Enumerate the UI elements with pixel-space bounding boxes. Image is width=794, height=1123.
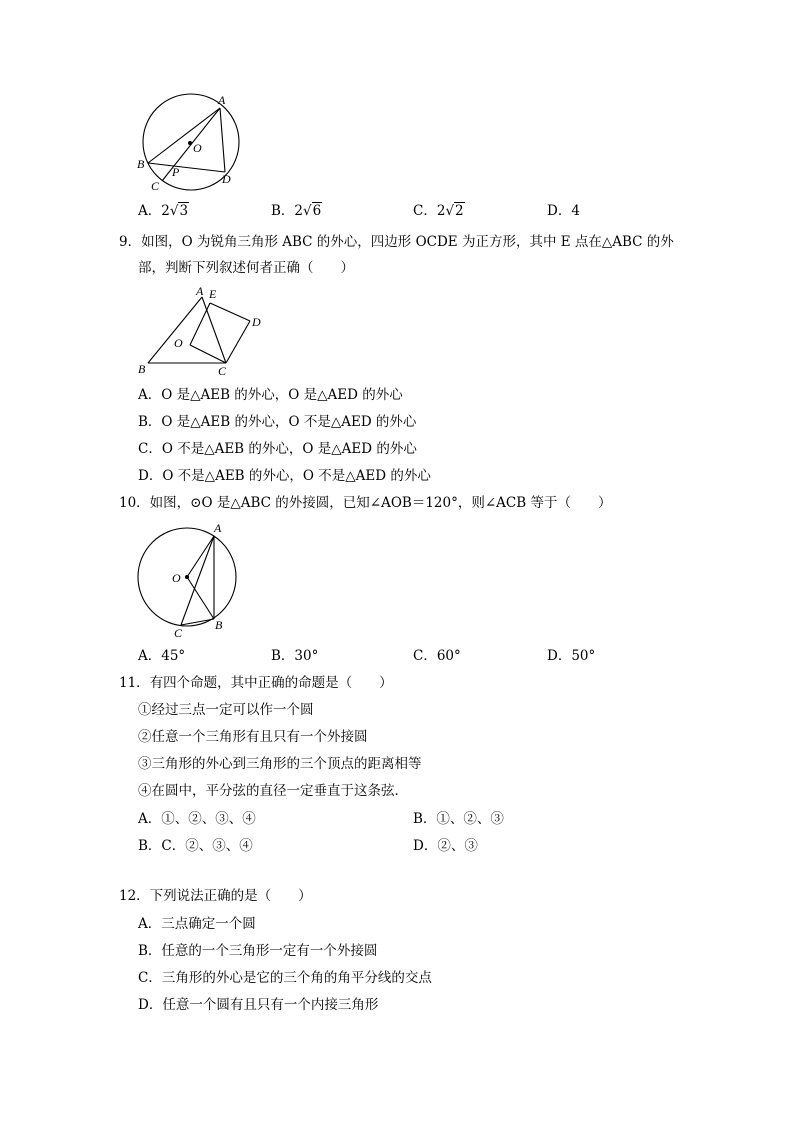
q10-figure-svg [130, 518, 250, 643]
q8-label-c: C [151, 179, 160, 193]
q11-statement-1: ①经过三点一定可以作一个圆 [138, 702, 314, 718]
q8-option-b-radical [303, 205, 322, 219]
q10-segment-cb [181, 619, 214, 625]
q8-label-b: B [137, 157, 145, 171]
q11-statement-3: ③三角形的外心到三角形的三个顶点的距离相等 [138, 756, 422, 772]
radical-sign-icon: √ [445, 203, 455, 219]
q8-label-a: A [218, 93, 226, 107]
q10-stem: 10．如图，⊙O 是△ABC 的外接圆，已知∠AOB＝120°，则∠ACB 等于（ ） [119, 495, 612, 511]
q11-option-b: B．①、②、③ [413, 811, 504, 827]
q10-option-b: B．30° [271, 648, 319, 664]
q8-segment-bd [148, 163, 225, 172]
q8-figure [130, 90, 260, 195]
q10-option-a: A．45° [138, 648, 186, 664]
q8-option-a-radicand: 3 [179, 203, 189, 219]
q8-center-dot [188, 141, 192, 145]
q10-label-a: A [214, 521, 222, 535]
q11-option-c: B．C．②、③、④ [138, 838, 253, 854]
q8-option-c [413, 205, 465, 219]
q9-segment-ed [210, 303, 250, 321]
q9-label-b: B [138, 362, 146, 376]
q8-label-o: O [193, 141, 202, 155]
q9-figure [130, 283, 270, 378]
q8-segment-ab [148, 108, 220, 163]
q9-label-a: A [196, 284, 204, 298]
q10-label-o: O [172, 571, 181, 585]
q8-option-a-letter: A． [138, 203, 162, 219]
q12-stem: 12．下列说法正确的是（ ） [119, 888, 312, 904]
q8-option-b [271, 205, 322, 219]
q9-segment-ab [148, 297, 202, 363]
q12-option-a: A．三点确定一个圆 [138, 916, 256, 932]
q8-segment-ad [220, 108, 225, 172]
q8-option-a [138, 205, 189, 219]
q11-statement-2: ②任意一个三角形有且只有一个外接圆 [138, 729, 368, 745]
q10-option-c: C．60° [413, 648, 461, 664]
q11-statement-4: ④在圆中，平分弦的直径一定垂直于这条弦． [138, 783, 408, 799]
q8-option-d [547, 205, 580, 219]
q8-option-c-letter: C． [413, 203, 437, 219]
q8-option-c-radical [445, 205, 464, 219]
q9-label-o: O [174, 336, 183, 350]
q8-figure-svg [130, 90, 260, 195]
q8-label-p: P [172, 165, 180, 179]
q8-option-b-radicand: 6 [312, 203, 322, 219]
q12-option-d: D．任意一个圆有且只有一个内接三角形 [138, 997, 379, 1013]
q10-label-c: C [174, 626, 183, 640]
q9-option-b: B．O 是△AEB 的外心，O 不是△AED 的外心 [138, 414, 417, 430]
q8-option-d-text: 4 [571, 203, 580, 219]
q9-option-d: D．O 不是△AEB 的外心，O 不是△AED 的外心 [138, 468, 431, 484]
q9-option-a: A．O 是△AEB 的外心，O 是△AED 的外心 [138, 387, 403, 403]
radical-sign-icon: √ [169, 203, 179, 219]
q10-option-d: D．50° [547, 648, 596, 664]
q8-option-c-coef: 2 [436, 203, 446, 219]
q8-option-b-letter: B． [271, 203, 295, 219]
q8-option-a-radical [170, 205, 189, 219]
q10-center-dot [185, 575, 189, 579]
radical-sign-icon: √ [303, 203, 312, 219]
q9-stem-line2: 部，判断下列叙述何者正确（ ） [138, 260, 354, 276]
q8-option-a-coef: 2 [161, 203, 170, 219]
q9-stem-line1: 9．如图，O 为锐角三角形 ABC 的外心，四边形 OCDE 为正方形，其中 E 点在△ABC 的外 [119, 234, 674, 250]
q10-label-b: B [215, 618, 223, 632]
q9-option-c: C．O 不是△AEB 的外心，O 是△AED 的外心 [138, 441, 417, 457]
q9-label-e: E [209, 287, 217, 301]
q10-figure [130, 518, 250, 643]
q9-segment-dc [226, 321, 250, 363]
q8-label-d: D [222, 172, 231, 186]
q12-option-b: B．任意的一个三角形一定有一个外接圆 [138, 943, 378, 959]
q12-option-c: C．三角形的外心是它的三个角的角平分线的交点 [138, 970, 432, 986]
q8-option-c-radicand: 2 [455, 203, 464, 219]
q9-label-d: D [252, 315, 261, 329]
q11-option-d: D．②、③ [413, 838, 478, 854]
q11-stem: 11．有四个命题，其中正确的命题是（ ） [119, 675, 393, 691]
q9-figure-svg [130, 283, 270, 378]
q9-segment-oe [190, 303, 210, 345]
q11-option-a: A．①、②、③、④ [138, 811, 256, 827]
q9-label-c: C [218, 364, 227, 378]
q8-option-d-letter: D． [547, 203, 572, 219]
q8-option-b-coef: 2 [294, 203, 304, 219]
